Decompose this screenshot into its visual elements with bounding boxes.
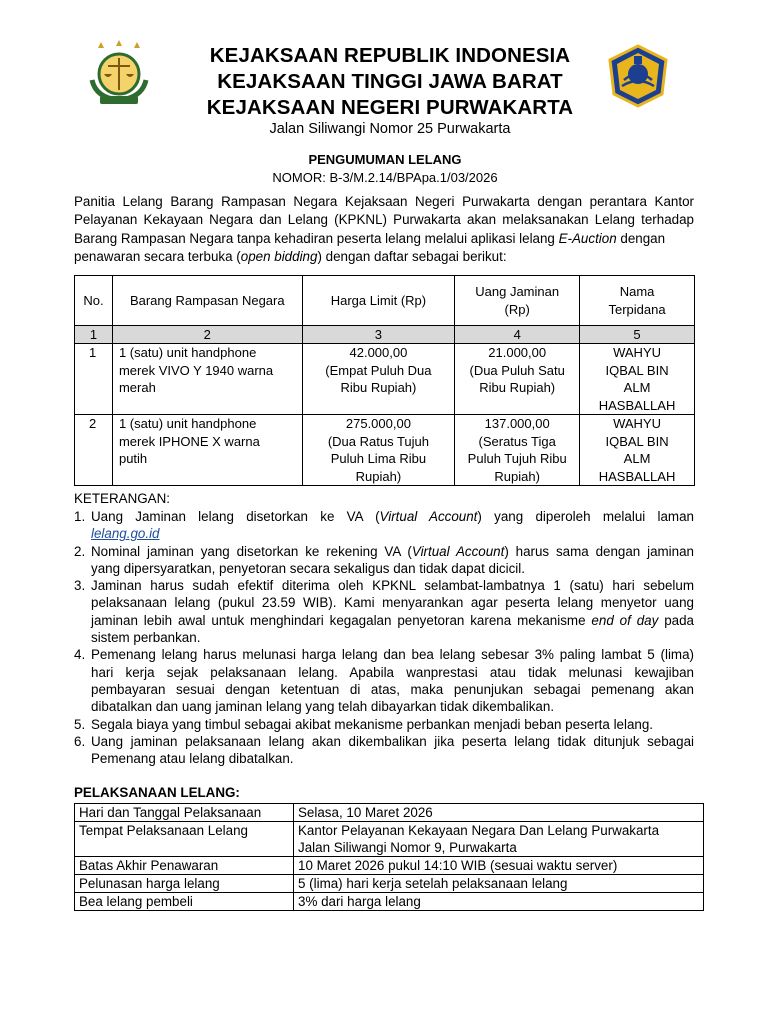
header-jaminan: Uang Jaminan (Rp) [455,276,580,326]
row-no: 2 [75,415,113,486]
intro-line: Pelayanan Kekayaan Negara dan Lelang (KPKNL) Purwakarta akan melaksanakan Lelang terhadap [74,212,694,228]
list-item: 1. Uang Jaminan lelang disetorkan ke VA (Virtual Account) yang diperoleh melalui laman lelang.go.id [74,509,694,542]
header-harga: Harga Limit (Rp) [302,276,455,326]
items-column-number-row [75,326,695,344]
keterangan-title: KETERANGAN: [74,491,170,506]
header-line-3: KEJAKSAAN NEGERI PURWAKARTA [206,96,574,119]
intro-line: penawaran secara terbuka (open bidding) dengan daftar sebagai berikut: [74,248,507,264]
intro-line: Barang Rampasan Negara tanpa kehadiran peserta lelang melalui aplikasi lelang E-Auction dengan [74,230,666,246]
row-nama: WAHYU IQBAL BIN ALM HASBALLAH [580,344,695,415]
intro-line: Panitia Lelang Barang Rampasan Negara Kejaksaan Negeri Purwakarta dengan perantara Kantor [74,194,694,209]
table-row [75,822,704,857]
list-item: 2. Nominal jaminan yang disetorkan ke rekening VA (Virtual Account) harus sama dengan jaminan yang dipersyaratkan, penyetoran secara sekaligus dan tidak dapat dicicil. [74,543,694,576]
column-number: 3 [302,326,455,344]
kemenkeu-emblem-icon [606,44,670,108]
table-row [75,804,704,822]
items-table [74,275,695,486]
table-row [75,893,704,911]
header-barang: Barang Rampasan Negara [112,276,302,326]
pelaksanaan-key: Pelunasan harga lelang [75,875,294,893]
row-jaminan: 137.000,00 (Seratus Tiga Puluh Tujuh Ribu Rupiah) [455,415,580,486]
pelaksanaan-key: Hari dan Tanggal Pelaksanaan [75,804,294,822]
row-barang: 1 (satu) unit handphone merek IPHONE X warna putih [112,415,302,486]
pelaksanaan-title: PELAKSANAAN LELANG: [74,785,240,800]
row-harga: 42.000,00 (Empat Puluh Dua Ribu Rupiah) [302,344,455,415]
header-line-2: KEJAKSAAN TINGGI JAWA BARAT [217,70,563,93]
keterangan-list [74,508,694,767]
intro-paragraph [74,193,694,266]
column-number: 4 [455,326,580,344]
table-row [75,875,704,893]
list-item: 6. Uang jaminan pelaksanaan lelang akan dikembalikan jika peserta lelang tidak ditunjuk sebagai Pemenang atau lelang dibatalkan. [74,733,694,767]
table-row [75,857,704,875]
header-address: Jalan Siliwangi Nomor 25 Purwakarta [269,121,511,137]
announcement-number: NOMOR: B-3/M.2.14/BPApa.1/03/2026 [272,170,498,185]
header-nama: Nama Terpidana [580,276,695,326]
pelaksanaan-value: 5 (lima) hari kerja setelah pelaksanaan lelang [294,875,704,893]
header-line-1: KEJAKSAAN REPUBLIK INDONESIA [209,44,571,67]
column-number: 5 [580,326,695,344]
header-no: No. [75,276,113,326]
table-row [75,344,695,415]
announcement-title: PENGUMUMAN LELANG [308,152,462,167]
list-item: 4. Pemenang lelang harus melunasi harga lelang dan bea lelang sebesar 3% paling lambat 5 (lima) hari kerja sejak pelaksanaan lelang. Apabila wanprestasi atau tidak melunasi kewajiban pembayaran sesuai dengan ketentuan di atas, maka penunjukan sebagai pemenang akan dibatalkan dan uang jaminan lelang yang telah dibayarkan tidak dikembalikan. [74,647,694,715]
row-no: 1 [75,344,113,415]
pelaksanaan-key: Batas Akhir Penawaran [75,857,294,875]
list-item: 3. Jaminan harus sudah efektif diterima oleh KPKNL selambat-lambatnya 1 (satu) hari sebelum pelaksanaan lelang (pukul 23.59 WIB). Kami menyarankan agar peserta lelang menyetor uang jaminan lebih awal untuk menghindari kegagalan penyetoran karena mekanisme end of day pada sistem perbankan. [74,578,694,646]
table-row [75,415,695,486]
list-item: 5. Segala biaya yang timbul sebagai akibat mekanisme perbankan menjadi beban peserta lelang. [74,716,654,732]
row-nama: WAHYU IQBAL BIN ALM HASBALLAH [580,415,695,486]
pelaksanaan-value: Kantor Pelayanan Kekayaan Negara Dan Lelang Purwakarta Jalan Siliwangi Nomor 9, Purwakarta [294,822,704,857]
row-barang: 1 (satu) unit handphone merek VIVO Y 1940 warna merah [112,344,302,415]
pelaksanaan-value: Selasa, 10 Maret 2026 [294,804,704,822]
pelaksanaan-value: 10 Maret 2026 pukul 14:10 WIB (sesuai waktu server) [294,857,704,875]
column-number: 1 [75,326,113,344]
pelaksanaan-table [74,803,704,911]
pelaksanaan-value: 3% dari harga lelang [294,893,704,911]
pelaksanaan-key: Tempat Pelaksanaan Lelang [75,822,294,857]
pelaksanaan-key: Bea lelang pembeli [75,893,294,911]
row-jaminan: 21.000,00 (Dua Puluh Satu Ribu Rupiah) [455,344,580,415]
items-header-row [75,276,695,326]
lelang-link[interactable]: lelang.go.id [91,526,160,542]
row-harga: 275.000,00 (Dua Ratus Tujuh Puluh Lima Ribu Rupiah) [302,415,455,486]
kejaksaan-emblem-icon [84,40,154,108]
column-number: 2 [112,326,302,344]
